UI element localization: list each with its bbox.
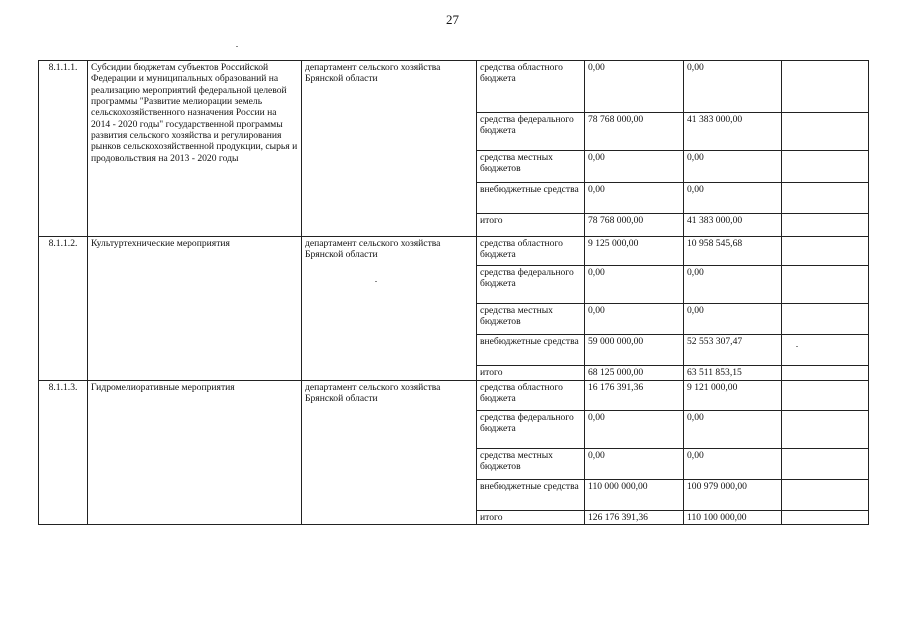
budget-table (38, 60, 869, 525)
amount-value: 0,00 (585, 411, 684, 449)
amount-value: 16 176 391,36 (585, 381, 684, 411)
item-code: 8.1.1.3. (39, 381, 88, 525)
empty-cell (782, 113, 869, 151)
scan-speck (375, 281, 377, 282)
table-row (39, 61, 869, 113)
funding-source: средства федерального бюджета (477, 113, 585, 151)
funding-source: средства областного бюджета (477, 381, 585, 411)
amount-value: 78 768 000,00 (585, 214, 684, 237)
table-row (39, 237, 869, 266)
amount-value: 0,00 (585, 151, 684, 183)
empty-cell (782, 61, 869, 113)
amount-value: 0,00 (585, 266, 684, 304)
amount-value: 78 768 000,00 (585, 113, 684, 151)
funding-source: средства местных бюджетов (477, 304, 585, 335)
empty-cell (782, 366, 869, 381)
amount-value: 0,00 (585, 61, 684, 113)
amount-value: 100 979 000,00 (684, 480, 782, 511)
empty-cell (782, 237, 869, 266)
amount-value: 126 176 391,36 (585, 511, 684, 525)
funding-source: итого (477, 511, 585, 525)
amount-value: 0,00 (684, 61, 782, 113)
amount-value: 0,00 (684, 449, 782, 480)
table-row (39, 381, 869, 411)
empty-cell (782, 266, 869, 304)
funding-source: итого (477, 214, 585, 237)
amount-value: 52 553 307,47 (684, 335, 782, 366)
empty-cell (782, 335, 869, 366)
item-name: Субсидии бюджетам субъектов Российской Федерации и муниципальных образований на реализацию мероприятий федеральной целевой программы "Развитие мелиорации земель сельскохозяйственного назначения России на 2014 - 2020 годы" государственной программы развития сельского хозяйства и регулирования рынков сельскохозяйственной продукции, сырья и продовольствия на 2013 - 2020 годы (88, 61, 302, 237)
amount-value: 68 125 000,00 (585, 366, 684, 381)
empty-cell (782, 151, 869, 183)
amount-value: 0,00 (585, 449, 684, 480)
amount-value: 0,00 (684, 266, 782, 304)
item-name: Культуртехнические мероприятия (88, 237, 302, 381)
amount-value: 9 121 000,00 (684, 381, 782, 411)
amount-value: 0,00 (684, 411, 782, 449)
funding-source: внебюджетные средства (477, 480, 585, 511)
funding-source: средства местных бюджетов (477, 151, 585, 183)
amount-value: 59 000 000,00 (585, 335, 684, 366)
amount-value: 0,00 (585, 183, 684, 214)
funding-source: внебюджетные средства (477, 183, 585, 214)
empty-cell (782, 511, 869, 525)
amount-value: 9 125 000,00 (585, 237, 684, 266)
scan-speck (796, 346, 798, 347)
empty-cell (782, 183, 869, 214)
table-body (39, 61, 869, 525)
empty-cell (782, 411, 869, 449)
amount-value: 110 100 000,00 (684, 511, 782, 525)
amount-value: 10 958 545,68 (684, 237, 782, 266)
amount-value: 110 000 000,00 (585, 480, 684, 511)
funding-source: средства областного бюджета (477, 237, 585, 266)
amount-value: 0,00 (684, 183, 782, 214)
empty-cell (782, 480, 869, 511)
funding-source: итого (477, 366, 585, 381)
amount-value: 0,00 (585, 304, 684, 335)
scan-speck (236, 46, 238, 47)
empty-cell (782, 304, 869, 335)
funding-source: средства федерального бюджета (477, 266, 585, 304)
amount-value: 0,00 (684, 304, 782, 335)
amount-value: 63 511 853,15 (684, 366, 782, 381)
funding-source: средства местных бюджетов (477, 449, 585, 480)
empty-cell (782, 449, 869, 480)
empty-cell (782, 214, 869, 237)
empty-cell (782, 381, 869, 411)
page-number: 27 (446, 12, 459, 27)
amount-value: 41 383 000,00 (684, 113, 782, 151)
item-executor: департамент сельского хозяйства Брянской области (302, 381, 477, 525)
item-executor: департамент сельского хозяйства Брянской области (302, 237, 477, 381)
item-executor: департамент сельского хозяйства Брянской области (302, 61, 477, 237)
amount-value: 0,00 (684, 151, 782, 183)
item-code: 8.1.1.2. (39, 237, 88, 381)
funding-source: средства федерального бюджета (477, 411, 585, 449)
funding-source: внебюджетные средства (477, 335, 585, 366)
item-name: Гидромелиоративные мероприятия (88, 381, 302, 525)
funding-source: средства областного бюджета (477, 61, 585, 113)
item-code: 8.1.1.1. (39, 61, 88, 237)
amount-value: 41 383 000,00 (684, 214, 782, 237)
